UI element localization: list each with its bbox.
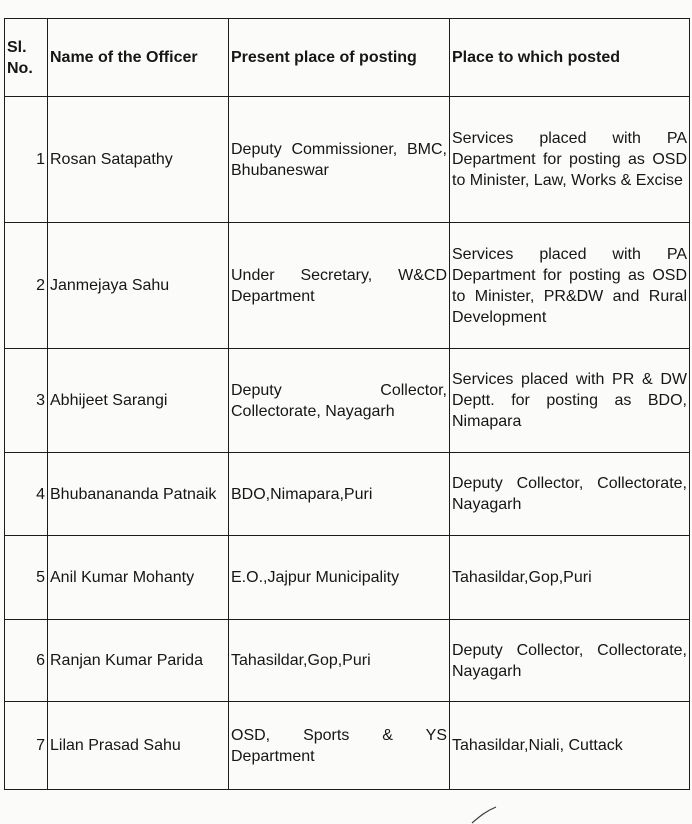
cell-officer-name: Janmejaya Sahu	[48, 223, 229, 349]
posting-table	[4, 18, 690, 790]
pen-stroke-mark	[470, 806, 500, 824]
cell-officer-name: Ranjan Kumar Parida	[48, 620, 229, 702]
cell-present-posting: Under Secretary, W&CD Department	[229, 223, 450, 349]
cell-sl-no: 5	[5, 536, 48, 620]
cell-present-posting: Tahasildar,Gop,Puri	[229, 620, 450, 702]
cell-posted-to: Tahasildar,Niali, Cuttack	[450, 702, 690, 790]
cell-present-posting: OSD, Sports & YS Department	[229, 702, 450, 790]
table-row	[5, 620, 690, 702]
table-header-row	[5, 19, 690, 97]
cell-posted-to: Services placed with PA Department for posting as OSD to Minister, Law, Works & Excise	[450, 97, 690, 223]
cell-sl-no: 4	[5, 453, 48, 536]
cell-present-posting: BDO,Nimapara,Puri	[229, 453, 450, 536]
header-sl-no: Sl. No.	[5, 19, 48, 97]
table-row	[5, 349, 690, 453]
cell-sl-no: 7	[5, 702, 48, 790]
table-row	[5, 536, 690, 620]
header-present-posting: Present place of posting	[229, 19, 450, 97]
cell-officer-name: Bhubanananda Patnaik	[48, 453, 229, 536]
cell-posted-to: Services placed with PR & DW Deptt. for posting as BDO, Nimapara	[450, 349, 690, 453]
cell-posted-to: Deputy Collector, Collectorate, Nayagarh	[450, 453, 690, 536]
table-row	[5, 223, 690, 349]
cell-officer-name: Lilan Prasad Sahu	[48, 702, 229, 790]
header-officer-name: Name of the Officer	[48, 19, 229, 97]
cell-officer-name: Anil Kumar Mohanty	[48, 536, 229, 620]
table-row	[5, 702, 690, 790]
header-posted-to: Place to which posted	[450, 19, 690, 97]
cell-posted-to: Deputy Collector, Collectorate, Nayagarh	[450, 620, 690, 702]
cell-sl-no: 6	[5, 620, 48, 702]
cell-officer-name: Abhijeet Sarangi	[48, 349, 229, 453]
cell-present-posting: E.O.,Jajpur Municipality	[229, 536, 450, 620]
cell-present-posting: Deputy Commissioner, BMC, Bhubaneswar	[229, 97, 450, 223]
table-row	[5, 97, 690, 223]
table-row	[5, 453, 690, 536]
cell-officer-name: Rosan Satapathy	[48, 97, 229, 223]
cell-sl-no: 1	[5, 97, 48, 223]
cell-posted-to: Tahasildar,Gop,Puri	[450, 536, 690, 620]
cell-present-posting: Deputy Collector, Collectorate, Nayagarh	[229, 349, 450, 453]
cell-posted-to: Services placed with PA Department for posting as OSD to Minister, PR&DW and Rural Development	[450, 223, 690, 349]
cell-sl-no: 3	[5, 349, 48, 453]
cell-sl-no: 2	[5, 223, 48, 349]
